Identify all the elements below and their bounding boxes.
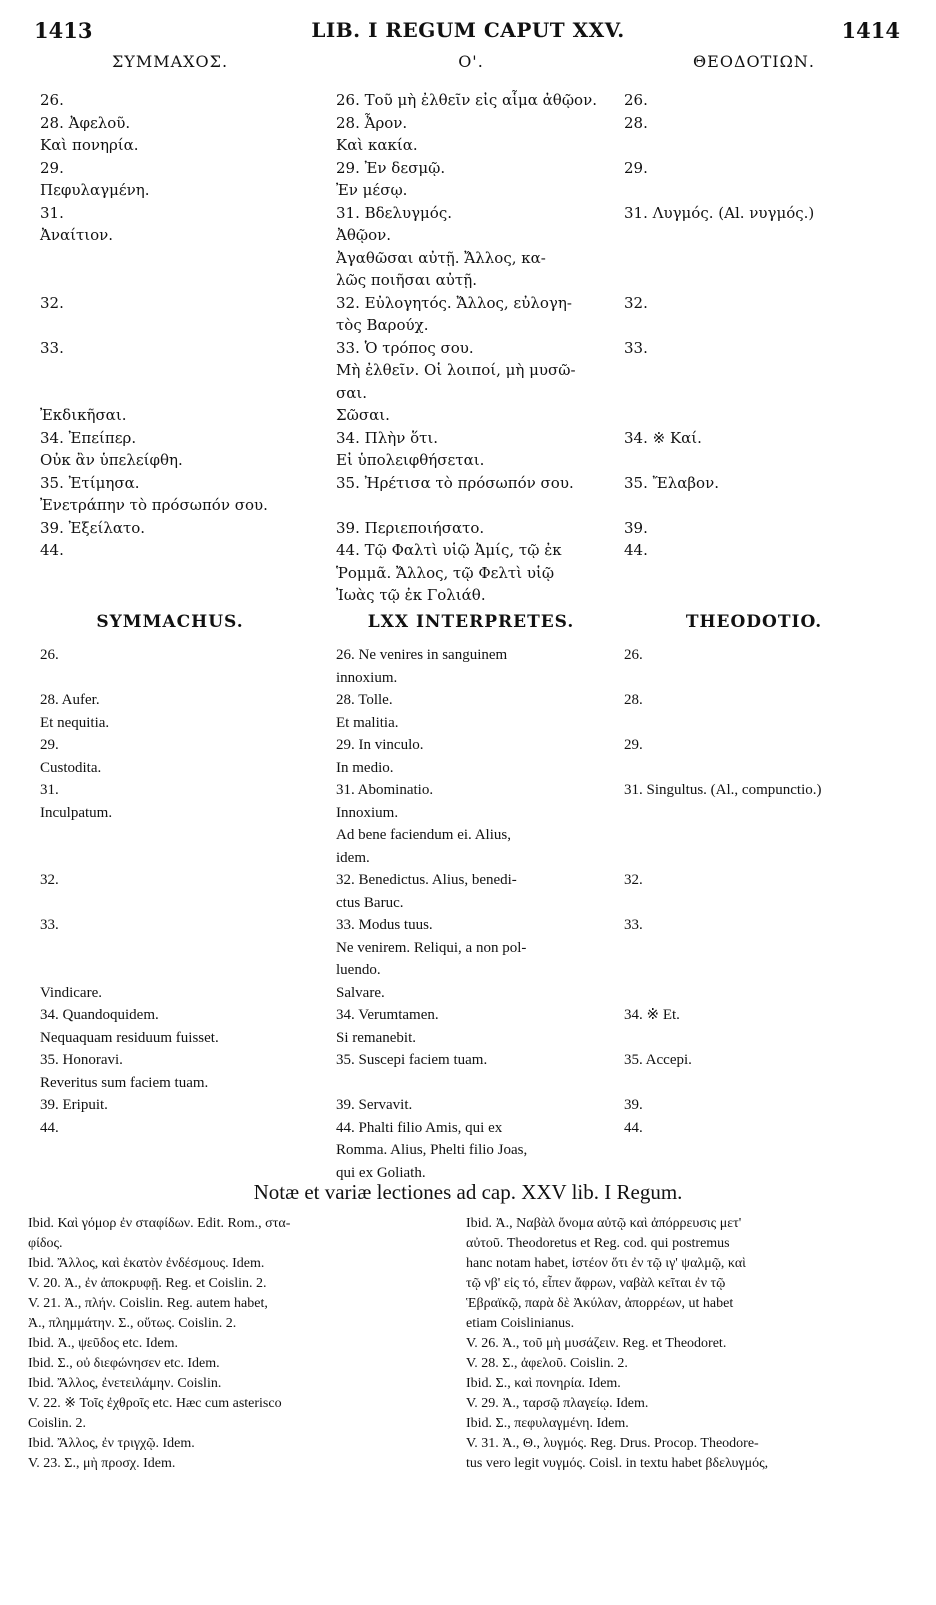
table-row [0, 450, 936, 472]
cell-c2: 33. Modus tuus. [336, 917, 433, 933]
table-row [0, 315, 936, 337]
note-line: φίδος. [28, 1236, 63, 1251]
note-line: Ibid. Ἄλλος, ἐνετειλάμην. Coislin. [28, 1376, 222, 1391]
cell-c1: 35. Honoravi. [40, 1052, 123, 1068]
notes-left-column [28, 1214, 448, 1474]
table-row [0, 735, 936, 757]
cell-c3: 34. ※ Καί. [624, 428, 702, 447]
cell-c1: Ἐνετράπην τὸ πρόσωπόν σου. [40, 496, 268, 514]
table-row [0, 713, 936, 735]
note-line: Ἑβραϊκῷ, παρὰ δὲ Ἀκύλαν, ἀπορρέων, ut habet [466, 1296, 734, 1311]
cell-c1: 35. Ἐτίμησα. [40, 473, 140, 492]
note-line: Ibid. Ἄλλος, καὶ ἑκατὸν ἐνδέσμους. Idem. [28, 1256, 265, 1271]
cell-c2: 44. Phalti filio Amis, qui ex [336, 1119, 503, 1136]
table-row [0, 360, 936, 382]
notes-title: Notæ et variæ lectiones ad cap. XXV lib. I Regum. [253, 1180, 683, 1204]
cell-c1: 29. [40, 158, 64, 177]
cell-c2: 35. Ἠρέτισα τὸ πρόσωπόν σου. [336, 473, 574, 492]
table-row [0, 203, 936, 225]
cell-c1: Et nequitia. [40, 714, 110, 731]
cell-c1: 44. [40, 541, 64, 559]
cell-c2: luendo. [336, 962, 381, 978]
cell-c1: Nequaquam residuum fuisset. [40, 1029, 219, 1046]
note-line: Ibid. Ἀ., Ναβὰλ ὄνομα αὐτῷ καὶ ἀπόρρευσις μετ' [466, 1216, 742, 1231]
cell-c3: 32. [624, 872, 643, 888]
table-row [0, 1005, 936, 1027]
cell-c2: idem. [336, 849, 370, 866]
cell-c2: Ῥομμᾶ. Ἄλλος, τῷ Φελτὶ υἱῷ [336, 563, 555, 582]
running-head [0, 18, 936, 46]
table-row [0, 135, 936, 157]
note-line: Coislin. 2. [28, 1416, 86, 1431]
cell-c1: 32. [40, 872, 59, 888]
table-row [0, 668, 936, 690]
cell-c2: 26. Τοῦ μὴ ἐλθεῖν εἰς αἷμα ἀθῷον. [336, 91, 597, 109]
table-row [0, 983, 936, 1005]
note-line: V. 21. Ἀ., πλήν. Coislin. Reg. autem habet, [28, 1296, 268, 1311]
cell-c2: 34. Πλὴν ὅτι. [336, 428, 439, 447]
cell-c1: 33. [40, 917, 59, 933]
table-row [0, 870, 936, 892]
table-row [0, 893, 936, 915]
cell-c2: τὸς Βαρούχ. [336, 316, 429, 334]
cell-c2: Ἰωὰς τῷ ἐκ Γολιάθ. [336, 586, 486, 604]
table-row [0, 180, 936, 202]
cell-c3: 29. [624, 158, 648, 177]
cell-c2: 31. Βδελυγμός. [336, 203, 452, 222]
cell-c1: Οὐκ ἂν ὑπελείφθη. [40, 451, 183, 469]
cell-c2: 29. In vinculo. [336, 737, 424, 753]
cell-c2: σαι. [336, 383, 368, 402]
table-row [0, 428, 936, 450]
cell-c2: Ne venirem. Reliqui, a non pol- [336, 939, 527, 956]
cell-c1: Ἀναίτιον. [40, 226, 114, 244]
cell-c2: Σῶσαι. [336, 406, 390, 424]
note-line: tus vero legit νυγμός. Coisl. in textu habet βδελυγμός, [466, 1456, 769, 1471]
cell-c2: Καὶ κακία. [336, 136, 418, 154]
table-row [0, 1118, 936, 1140]
cell-c1: 26. [40, 647, 59, 663]
cell-c1: 34. Quandoquidem. [40, 1007, 159, 1023]
table-row [0, 158, 936, 180]
cell-c3: 31. Λυγμός. (Al. νυγμός.) [624, 203, 815, 222]
cell-c3: 34. ※ Et. [624, 1007, 680, 1023]
cell-c3: 28. [624, 113, 648, 132]
table-row [0, 1050, 936, 1072]
table-row [0, 848, 936, 870]
table-row [0, 293, 936, 315]
cell-c3: 33. [624, 338, 648, 357]
table-row [0, 540, 936, 562]
notes-right-column [466, 1214, 880, 1474]
table-row [0, 270, 936, 292]
table-row [0, 113, 936, 135]
greek-head-theodotion: ΘΕΟΔΟΤΙΩΝ. [693, 52, 815, 71]
note-line: hanc notam habet, ἰστέον ὅτι ἐν τῷ ιγ' ψαλμῷ, καὶ [466, 1256, 746, 1271]
page-number-right: 1414 [841, 18, 900, 43]
note-line: V. 31. Ἀ., Θ., λυγμός. Reg. Drus. Procop. Theodore- [466, 1436, 759, 1451]
note-line: V. 23. Σ., μὴ προσχ. Idem. [28, 1456, 176, 1471]
cell-c2: 29. Ἐν δεσμῷ. [336, 158, 446, 177]
cell-c2: 26. Ne venires in sanguinem [336, 647, 508, 663]
cell-c1: 28. Ἀφελοῦ. [40, 113, 131, 132]
cell-c1: Inculpatum. [40, 804, 113, 821]
note-line: Ibid. Ἀ., ψεῦδος etc. Idem. [28, 1336, 178, 1351]
cell-c3: 39. [624, 1097, 643, 1113]
cell-c2: 28. Ἆρον. [336, 113, 408, 132]
note-line: τῷ νβ' εἰς τό, εἶπεν ἄφρων, ναβὰλ κεῖται ἐν τῷ [466, 1276, 726, 1291]
cell-c2: λῶς ποιῆσαι αὐτῇ. [336, 271, 477, 289]
cell-c2: 34. Verumtamen. [336, 1007, 439, 1023]
table-row [0, 1073, 936, 1095]
cell-c1: 39. Ἐξείλατο. [40, 518, 146, 537]
table-row [0, 1028, 936, 1050]
cell-c2: 32. Εὐλογητός. Ἄλλος, εὐλογη- [336, 293, 572, 312]
cell-c2: Salvare. [336, 984, 385, 1001]
table-row [0, 1095, 936, 1117]
cell-c3: 28. [624, 692, 643, 708]
table-row [0, 338, 936, 360]
table-row [0, 803, 936, 825]
note-line: αὐτοῦ. Theodoretus et Reg. cod. qui postremus [466, 1236, 730, 1251]
cell-c1: 31. [40, 782, 59, 798]
table-row [0, 383, 936, 405]
cell-c3: 31. Singultus. (Al., compunctio.) [624, 782, 822, 798]
note-line: Ibid. Σ., πεφυλαγμένη. Idem. [466, 1416, 629, 1431]
cell-c3: 44. [624, 1119, 643, 1136]
cell-c3: 26. [624, 91, 648, 109]
table-row [0, 90, 936, 112]
latin-head-lxx: LXX INTERPRETES. [367, 612, 575, 632]
cell-c1: 31. [40, 203, 64, 222]
table-row [0, 248, 936, 270]
cell-c1: 29. [40, 737, 59, 753]
cell-c2: qui ex Goliath. [336, 1164, 426, 1181]
table-row [0, 938, 936, 960]
cell-c2: 32. Benedictus. Alius, benedi- [336, 872, 517, 888]
cell-c2: Μὴ ἐλθεῖν. Οἱ λοιποί, μὴ μυσῶ- [336, 361, 576, 379]
note-line: Ἀ., πλημμάτην. Σ., οὕτως. Coislin. 2. [28, 1316, 237, 1331]
cell-c3: 35. Accepi. [624, 1052, 692, 1068]
cell-c1: 33. [40, 338, 64, 357]
cell-c1: Custodita. [40, 759, 102, 776]
cell-c1: 34. Ἐπείπερ. [40, 428, 137, 447]
latin-head-symmachus: SYMMACHUS. [96, 612, 244, 632]
cell-c2: Et malitia. [336, 714, 399, 731]
note-line: V. 29. Ἀ., ταρσῷ πλαγείῳ. Idem. [466, 1396, 649, 1411]
table-row [0, 405, 936, 427]
cell-c2: Innoxium. [336, 804, 399, 821]
table-row [0, 645, 936, 667]
note-line: Ibid. Ἄλλος, ἐν τριγχῷ. Idem. [28, 1436, 195, 1451]
cell-c1: Vindicare. [40, 984, 102, 1001]
note-line: V. 20. Ἀ., ἐν ἀποκρυφῇ. Reg. et Coislin. 2. [28, 1276, 267, 1291]
table-row [0, 585, 936, 607]
note-line: Ibid. Σ., οὐ διεφώνησεν etc. Idem. [28, 1356, 220, 1371]
cell-c2: Ἀγαθῶσαι αὐτῇ. Ἄλλος, κα- [336, 248, 546, 267]
cell-c1: Reveritus sum faciem tuam. [40, 1074, 209, 1091]
cell-c2: Ἀθῷον. [336, 226, 392, 244]
cell-c2: 35. Suscepi faciem tuam. [336, 1052, 488, 1068]
cell-c3: 44. [624, 541, 648, 559]
cell-c2: 31. Abominatio. [336, 782, 434, 798]
cell-c2: 39. Servavit. [336, 1097, 413, 1113]
cell-c1: Ἐκδικῆσαι. [40, 406, 127, 424]
cell-c2: ctus Baruc. [336, 894, 404, 911]
table-row [0, 1140, 936, 1162]
cell-c2: 44. Τῷ Φαλτὶ υἱῷ Ἀμίς, τῷ ἐκ [336, 541, 562, 559]
cell-c2: 28. Tolle. [336, 692, 393, 708]
greek-head-lxx: Ο'. [458, 52, 484, 71]
cell-c2: Romma. Alius, Phelti filio Joas, [336, 1142, 528, 1158]
cell-c1: 28. Aufer. [40, 692, 100, 708]
latin-head-theodotion: THEODOTIO. [685, 612, 823, 632]
note-line: V. 22. ※ Τοῖς ἐχθροῖς etc. Hæc cum asterisco [28, 1396, 282, 1411]
cell-c3: 26. [624, 647, 643, 663]
table-row [0, 690, 936, 712]
cell-c2: Si remanebit. [336, 1029, 416, 1046]
cell-c1: Πεφυλαγμένη. [40, 181, 150, 199]
cell-c2: In medio. [336, 759, 394, 776]
table-row [0, 915, 936, 937]
table-row [0, 780, 936, 802]
note-line: Ibid. Καὶ γόμορ ἐν σταφίδων. Edit. Rom., στα- [28, 1216, 291, 1231]
cell-c1: 39. Eripuit. [40, 1097, 108, 1113]
cell-c2: 33. Ὁ τρόπος σου. [336, 338, 474, 357]
greek-head-symmachus: ΣΥΜΜΑΧΟΣ. [111, 52, 229, 71]
table-row [0, 563, 936, 585]
note-line: V. 26. Ἀ., τοῦ μὴ μυσάζειν. Reg. et Theodoret. [466, 1336, 727, 1351]
cell-c3: 35. Ἔλαβον. [624, 473, 719, 492]
cell-c1: 26. [40, 91, 64, 109]
running-title: LIB. I REGUM CAPUT XXV. [311, 18, 625, 42]
table-row [0, 960, 936, 982]
table-row [0, 473, 936, 495]
cell-c2: 39. Περιεποιήσατο. [336, 518, 485, 537]
table-row [0, 225, 936, 247]
cell-c1: 32. [40, 293, 64, 312]
cell-c2: Ἐν μέσῳ. [336, 181, 408, 199]
note-line: etiam Coislinianus. [466, 1316, 575, 1331]
table-row [0, 758, 936, 780]
page-number-left: 1413 [34, 18, 93, 43]
cell-c3: 32. [624, 293, 648, 312]
table-row [0, 495, 936, 517]
table-row [0, 518, 936, 540]
cell-c2: Ad bene faciendum ei. Alius, [336, 827, 511, 843]
note-line: V. 28. Σ., ἀφελοῦ. Coislin. 2. [466, 1356, 628, 1371]
cell-c2: Εἰ ὑπολειφθήσεται. [336, 451, 485, 469]
table-row [0, 825, 936, 847]
cell-c3: 29. [624, 737, 643, 753]
cell-c2: innoxium. [336, 669, 398, 686]
note-line: Ibid. Σ., καὶ πονηρία. Idem. [466, 1376, 621, 1391]
cell-c1: Καὶ πονηρία. [40, 136, 139, 154]
cell-c1: 44. [40, 1119, 59, 1136]
cell-c3: 33. [624, 917, 643, 933]
cell-c3: 39. [624, 518, 648, 537]
